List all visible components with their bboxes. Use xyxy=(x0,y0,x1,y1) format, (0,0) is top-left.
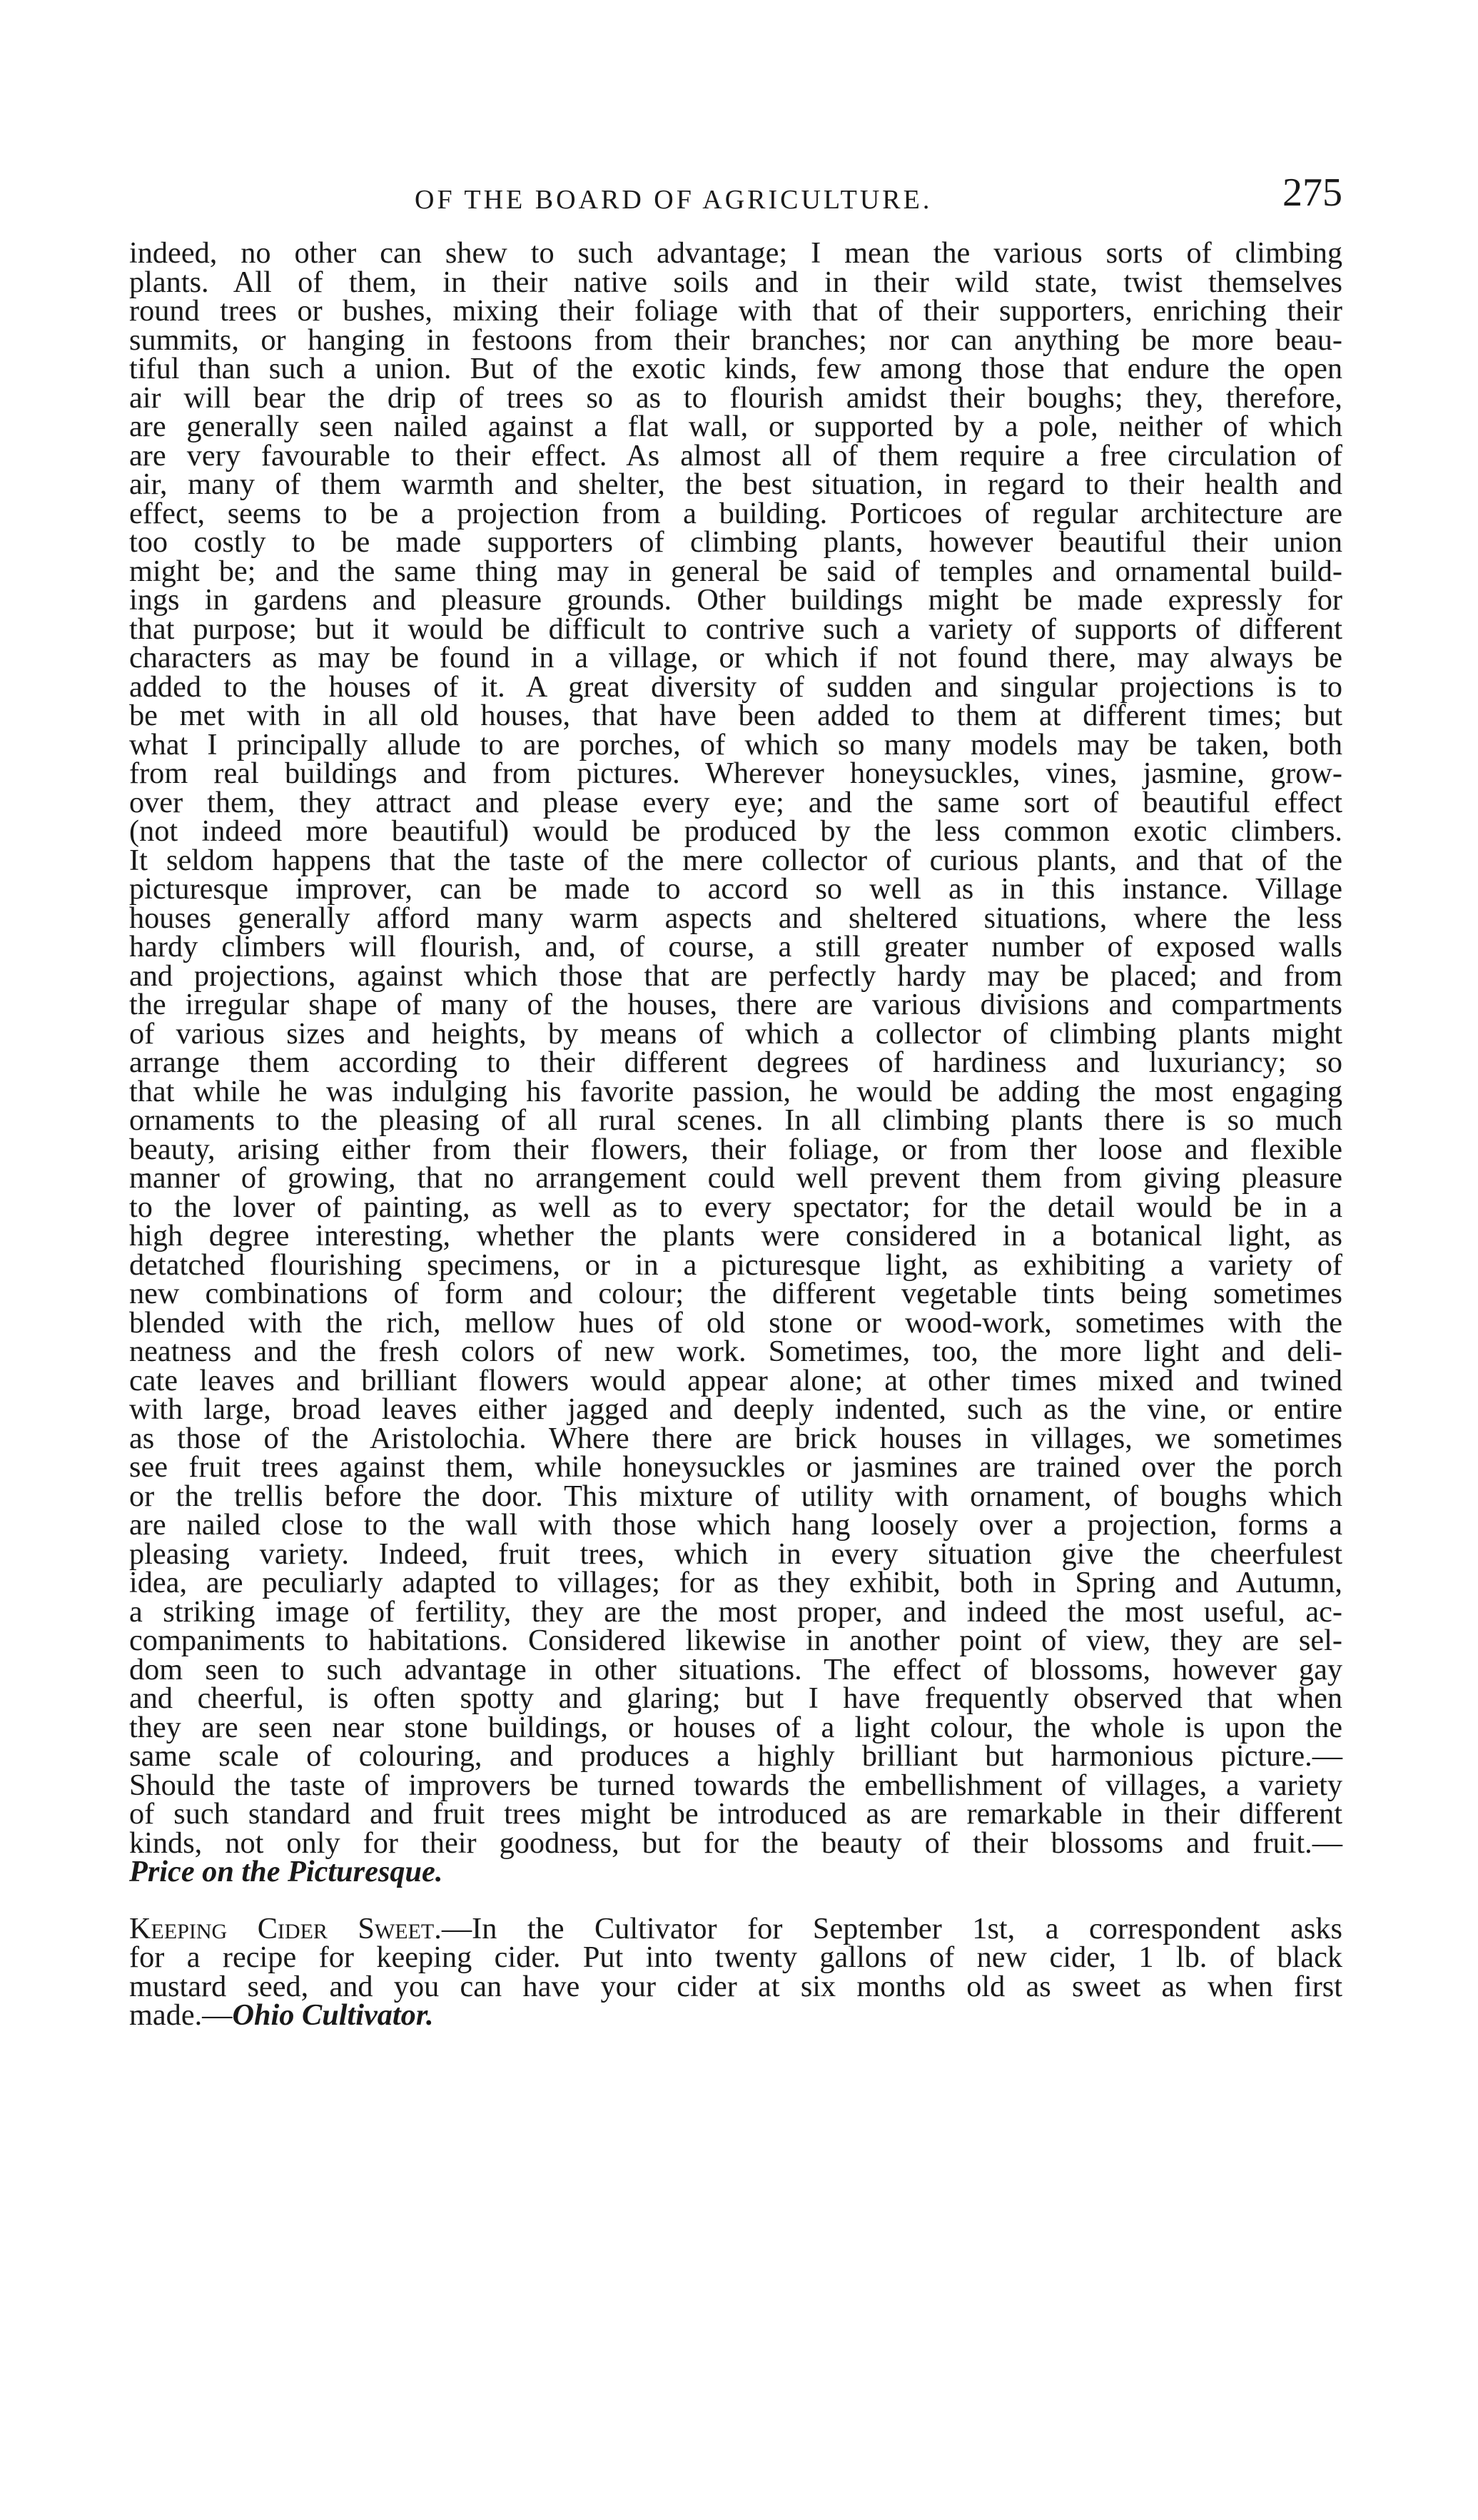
page-number: 275 xyxy=(1282,171,1342,215)
text-line: picturesque improver, can be made to accord so well as in this instance. Village xyxy=(129,872,1342,906)
text-line: are generally seen nailed against a flat wall, or supported by a pole, neither of which xyxy=(129,410,1342,443)
text-line: for a recipe for keeping cider. Put into twenty gallons of new cider, 1 lb. of black xyxy=(129,1940,1342,1974)
text-line: cate leaves and brilliant flowers would appear alone; at other times mixed and twined xyxy=(129,1363,1342,1397)
text-line: and cheerful, is often spotty and glaring; but I have frequently observed that when xyxy=(129,1681,1342,1715)
text-line: manner of growing, that no arrangement could well prevent them from giving pleasure xyxy=(129,1161,1342,1195)
text-line: detatched flourishing specimens, or in a picturesque light, as exhibiting a variety of xyxy=(129,1248,1342,1282)
text-line: of such standard and fruit trees might be introduced as are remarkable in their different xyxy=(129,1797,1342,1831)
text-line: indeed, no other can shew to such advantage; I mean the various sorts of climbing xyxy=(129,236,1342,270)
text-line: might be; and the same thing may in general be said of temples and ornamental build- xyxy=(129,554,1342,588)
text-line: too costly to be made supporters of climbing plants, however beautiful their union xyxy=(129,525,1342,559)
text-line: round trees or bushes, mixing their foliage with that of their supporters, enriching their xyxy=(129,294,1342,328)
text-line: that while he was indulging his favorite passion, he would be adding the most engaging xyxy=(129,1074,1342,1108)
text-line: are very favourable to their effect. As almost all of them require a free circulation of xyxy=(129,438,1342,472)
text-line: It seldom happens that the taste of the mere collector of curious plants, and that of the xyxy=(129,843,1342,877)
article-keeping-cider-sweet xyxy=(129,1911,1342,2032)
text-line: plants. All of them, in their native soils and in their wild state, twist themselves xyxy=(129,265,1342,299)
source-citation: Ohio Cultivator. xyxy=(232,1998,434,2032)
source-citation: Price on the Picturesque. xyxy=(129,1855,443,1888)
text-line: kinds, not only for their goodness, but for the beauty of their blossoms and fruit.— xyxy=(129,1826,1342,1860)
text-line: see fruit trees against them, while honeysuckles or jasmines are trained over the porch xyxy=(129,1450,1342,1484)
paragraph-gap xyxy=(129,1887,1342,1915)
text-line: are nailed close to the wall with those which hang loosely over a projection, forms a xyxy=(129,1508,1342,1542)
text-line: air will bear the drip of trees so as to flourish amidst their boughs; they, therefore, xyxy=(129,380,1342,415)
text-line: with large, broad leaves either jagged and deeply indented, such as the vine, or entire xyxy=(129,1392,1342,1426)
text-line: from real buildings and from pictures. Wherever honeysuckles, vines, jasmine, grow- xyxy=(129,756,1342,790)
text-line: hardy climbers will flourish, and, of course, a still greater number of exposed walls xyxy=(129,930,1342,963)
text-line: blended with the rich, mellow hues of old stone or wood-work, sometimes with the xyxy=(129,1305,1342,1340)
text-line: the irregular shape of many of the houses, there are various divisions and compartments xyxy=(129,988,1342,1021)
text-line: air, many of them warmth and shelter, the best situation, in regard to their health and xyxy=(129,467,1342,501)
text-line: neatness and the fresh colors of new work. Sometimes, too, the more light and deli- xyxy=(129,1335,1342,1368)
text-line: added to the houses of it. A great diversity of sudden and singular projections is to xyxy=(129,669,1342,704)
text-line xyxy=(129,1911,1342,1945)
text-line: that purpose; but it would be difficult to contrive such a variety of supports of different xyxy=(129,612,1342,646)
running-head: OF THE BOARD OF AGRICULTURE. xyxy=(415,185,933,215)
text-line: ings in gardens and pleasure grounds. Other buildings might be made expressly for xyxy=(129,583,1342,617)
text-line xyxy=(129,1998,1342,2032)
text-line: mustard seed, and you can have your cider at six months old as sweet as when first xyxy=(129,1969,1342,2003)
text-line: Should the taste of improvers be turned towards the embellishment of villages, a variety xyxy=(129,1768,1342,1802)
text-line: effect, seems to be a projection from a building. Porticoes of regular architecture are xyxy=(129,496,1342,530)
text-line: characters as may be found in a village, or which if not found there, may always be xyxy=(129,641,1342,674)
text-line: and projections, against which those that are perfectly hardy may be placed; and from xyxy=(129,958,1342,993)
text-line: arrange them according to their different degrees of hardiness and luxuriancy; so xyxy=(129,1046,1342,1079)
text-line: of various sizes and heights, by means of which a collector of climbing plants might xyxy=(129,1016,1342,1051)
article-heading: Keeping Cider Sweet. xyxy=(129,1911,442,1945)
text-line: ornaments to the pleasing of all rural scenes. In all climbing plants there is so much xyxy=(129,1103,1342,1137)
text-line: they are seen near stone buildings, or houses of a light colour, the whole is upon the xyxy=(129,1710,1342,1744)
text-line: pleasing variety. Indeed, fruit trees, which in every situation give the cheerfulest xyxy=(129,1537,1342,1571)
text-line: same scale of colouring, and produces a highly brilliant but harmonious picture.— xyxy=(129,1739,1342,1773)
text-line: or the trellis before the door. This mixture of utility with ornament, of boughs which xyxy=(129,1479,1342,1513)
last-line-prefix: made.— xyxy=(129,1998,233,2032)
text-line: new combinations of form and colour; the different vegetable tints being sometimes xyxy=(129,1277,1342,1310)
text-line: to the lover of painting, as well as to every spectator; for the detail would be in a xyxy=(129,1190,1342,1224)
text-line: as those of the Aristolochia. Where there are brick houses in villages, we sometimes xyxy=(129,1421,1342,1455)
page-header xyxy=(129,170,1342,227)
text-line: houses generally afford many warm aspects and sheltered situations, where the less xyxy=(129,901,1342,935)
article-climbing-plants xyxy=(129,236,1342,1888)
text-line: be met with in all old houses, that have been added to them at different times; but xyxy=(129,699,1342,732)
text-line: (not indeed more beautiful) would be produced by the less common exotic climbers. xyxy=(129,814,1342,848)
text-line: tiful than such a union. But of the exotic kinds, few among those that endure the open xyxy=(129,352,1342,385)
text-column xyxy=(129,236,1342,2032)
text-line: what I principally allude to are porches, of which so many models may be taken, both xyxy=(129,727,1342,761)
text-line: a striking image of fertility, they are the most proper, and indeed the most useful, ac- xyxy=(129,1594,1342,1629)
text-line: summits, or hanging in festoons from their branches; nor can anything be more beau- xyxy=(129,323,1342,357)
text-line-rest: —In the Cultivator for September 1st, a correspondent asks xyxy=(441,1911,1342,1945)
text-line: idea, are peculiarly adapted to villages; for as they exhibit, both in Spring and Autumn, xyxy=(129,1566,1342,1599)
text-line: dom seen to such advantage in other situations. The effect of blossoms, however gay xyxy=(129,1652,1342,1686)
text-line: companiments to habitations. Considered likewise in another point of view, they are sel- xyxy=(129,1624,1342,1657)
text-line: beauty, arising either from their flowers, their foliage, or from ther loose and flexible xyxy=(129,1132,1342,1166)
text-line: high degree interesting, whether the plants were considered in a botanical light, as xyxy=(129,1219,1342,1253)
text-line: over them, they attract and please every eye; and the same sort of beautiful effect xyxy=(129,785,1342,819)
